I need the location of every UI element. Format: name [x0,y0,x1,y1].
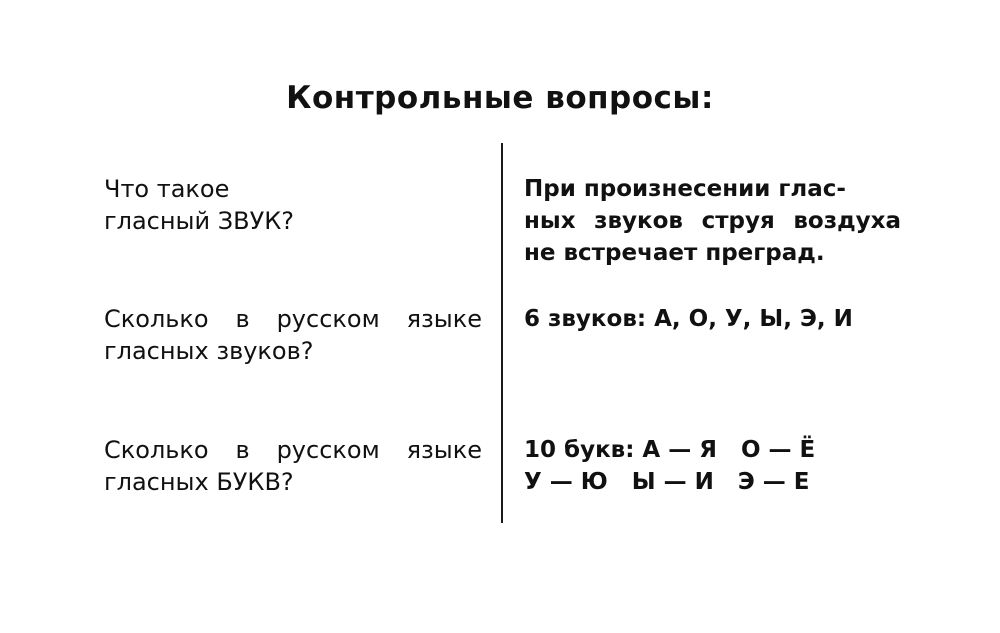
answer-2: 6 звуков: А, О, У, Ы, Э, И [524,306,853,332]
question-3: Сколько в русском языке гласных БУКВ? [104,436,482,496]
question-1: Что такое гласный ЗВУК? [104,175,294,235]
answer-3: 10 букв: А — Я О — Ё У — Ю Ы — И Э — Е [524,437,816,495]
question-2: Сколько в русском языке гласных звуков? [104,305,482,365]
page-title: Контрольные вопросы: [286,80,714,116]
column-divider [501,143,503,523]
answer-1: При произнесении глас- ных звуков струя воздуха не встречает преград. [524,176,901,266]
